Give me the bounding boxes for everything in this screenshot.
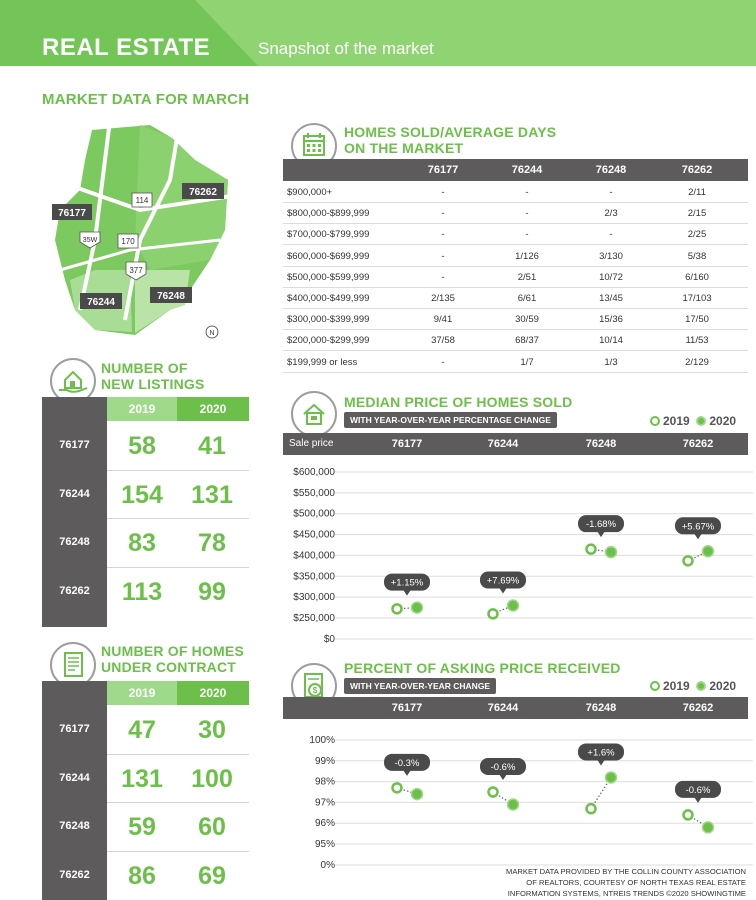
point-2020 [703,822,714,833]
homes-sold-row [283,309,748,330]
under_contract-zip-label: 76244 [59,771,90,784]
asking-price-chart [283,720,753,870]
homes-sold-row [283,352,748,373]
sold-cell: 2/25 [687,229,707,241]
sold-cell: - [609,187,613,198]
sold-cell: 17/50 [685,314,709,326]
sold-cell: 37/58 [431,335,455,347]
header-subtitle: Snapshot of the market [258,39,434,58]
sold-cell: 15/36 [599,314,623,326]
change-label: -0.6% [685,784,711,796]
under_contract-value-2020: 60 [198,813,226,841]
asking-col-76177: 76177 [391,702,423,714]
median-price-title: MEDIAN PRICE OF HOMES SOLD [344,394,573,410]
new-listings-title-line2: NEW LISTINGS [101,376,205,392]
under_contract-zip-label: 76177 [59,723,90,735]
y-tick-label: 100% [309,735,335,746]
point-2019 [393,783,402,792]
under_contract-year-2019: 2019 [107,681,177,705]
legend-2020-marker [696,416,706,426]
sold-cell: 2/51 [517,271,537,283]
homes-sold-row [283,203,748,224]
change-label: +1.15% [390,577,424,589]
new_listings-value-2019: 113 [121,577,163,606]
market-data-title: MARKET DATA FOR MARCH [42,91,250,108]
point-2020 [703,546,714,557]
new_listings-value-2020: 78 [198,529,226,557]
new_listings-row-divider [107,518,249,519]
point-2020 [606,547,617,558]
change-label: +1.6% [587,747,615,759]
under_contract-value-2020: 69 [198,861,226,890]
new-listings-title [101,360,205,392]
asking-col-76262: 76262 [682,702,714,714]
asking-price-subtitle: WITH YEAR-OVER-YEAR CHANGE [344,678,496,694]
footer-line3: INFORMATION SYSTEMS, NTREIS TRENDS ©2020 SHOWINGTIME [507,889,746,898]
sold-cell: 13/45 [599,293,623,304]
under_contract-row-divider [107,754,249,755]
sold-cell: 68/37 [515,335,539,347]
new_listings-value-2020: 131 [191,480,233,509]
new_listings-value-2020: 41 [198,432,226,460]
sale-price-label: Sale price [289,438,334,449]
homes-sold-row [283,288,748,309]
map-road-170: 170 [121,237,135,246]
legend-2019-marker [650,416,660,426]
sold-cell: 2/129 [685,356,709,368]
homes-sold-header [283,159,748,181]
new_listings-year-2019: 2019 [107,397,177,421]
y-tick-label: $600,000 [293,467,335,478]
sold-cell: - [441,271,445,283]
new_listings-value-2019: 83 [128,529,156,557]
sold-cell: 17/103 [682,293,712,304]
change-bubble-pointer [403,770,411,776]
sold-cell: 6/160 [685,271,709,283]
homes-sold-row [283,246,748,267]
sold-cell: 2/11 [688,187,706,198]
homes-sold-row [283,267,748,288]
sold-cell: 1/3 [604,356,618,368]
compass-icon: N [209,330,215,337]
under-contract-title-line2: UNDER CONTRACT [101,659,237,675]
sold-cell: 2/135 [431,293,455,304]
under_contract-value-2020: 30 [198,716,226,744]
change-bubble-pointer [597,759,605,765]
y-tick-label: $500,000 [293,508,335,520]
sold-col-76262: 76262 [681,164,713,176]
sold-cell: - [525,208,529,220]
legend2-2020-marker [696,681,706,691]
point-2020 [508,799,519,810]
point-2020 [508,600,519,611]
point-2020 [412,789,423,800]
y-tick-label: 99% [314,755,335,767]
y-tick-label: 97% [314,797,335,809]
legend-2019-label: 2019 [663,414,690,428]
under_contract-zip-label: 76248 [59,820,90,832]
y-tick-label: 98% [314,776,335,788]
under_contract-year-2020: 2020 [177,681,249,705]
y-tick-label: $450,000 [293,529,335,541]
new_listings-value-2020: 99 [198,577,226,606]
header-banner [0,0,756,66]
new_listings-zip-label: 76244 [59,487,90,500]
new_listings-zip-label: 76177 [59,439,90,451]
sold-cell: 6/61 [517,293,537,304]
median-col-76248: 76248 [585,438,617,450]
change-label: -0.3% [394,757,420,769]
footer-line1: MARKET DATA PROVIDED BY THE COLLIN COUNTY ASSOCIATION [506,867,746,876]
asking-price-title: PERCENT OF ASKING PRICE RECEIVED [344,660,621,676]
sold-col-76248: 76248 [595,164,627,176]
price-range-label: $200,000-$299,999 [287,335,370,347]
homes-sold-title [344,124,556,156]
new_listings-zip-label: 76262 [59,584,90,597]
y-tick-label: $250,000 [293,613,335,624]
y-tick-label: $550,000 [293,487,335,499]
new_listings-row-divider [107,470,249,471]
zip-code-map [40,120,240,350]
change-bubble-pointer [499,587,507,593]
y-tick-label: $300,000 [293,592,335,604]
point-2019 [587,545,596,554]
homes-sold-title-line2: ON THE MARKET [344,140,464,156]
y-tick-label: $0 [323,634,335,645]
price-range-label: $900,000+ [287,187,333,198]
sold-cell: - [609,229,613,241]
new-listings-title-line1: NUMBER OF [101,360,188,376]
y-tick-label: $400,000 [293,550,335,562]
under_contract-value-2019: 86 [128,861,156,890]
asking-col-76244: 76244 [487,702,519,714]
under_contract-row-divider [107,851,249,852]
sold-col-76177: 76177 [427,164,459,176]
legend2-2020-label: 2020 [709,679,737,693]
new_listings-zip-label: 76248 [59,536,90,548]
map-road-35w: 35W [82,237,98,244]
footer-line2: OF REALTORS, COURTESY OF NORTH TEXAS REAL ESTATE [526,878,746,887]
under-contract-title [101,643,244,675]
legend-2020-label: 2020 [709,414,737,428]
sold-cell: - [441,208,445,220]
sold-cell: - [441,187,445,198]
y-tick-label: 96% [314,818,335,830]
median-price-header [283,433,748,455]
median-price-legend [650,414,736,428]
change-bubble-pointer [499,774,507,780]
sold-cell: 1/7 [520,356,534,368]
sold-cell: 5/38 [687,250,707,262]
change-label: +7.69% [486,575,520,587]
sold-cell: 9/41 [433,314,453,326]
map-road-377: 377 [129,266,143,275]
map-label-76177: 76177 [58,208,86,219]
sold-cell: - [441,356,445,368]
under_contract-value-2020: 100 [191,764,233,793]
footer-credit [476,866,746,899]
sold-cell: - [525,229,529,241]
under_contract-row-divider [107,802,249,803]
under_contract-value-2019: 47 [128,716,156,744]
median-price-chart [283,455,753,650]
point-2020 [606,772,617,783]
new_listings-year-2020: 2020 [177,397,249,421]
sold-cell: 30/59 [515,314,539,326]
sold-cell: 2/15 [687,208,707,220]
median-col-76177: 76177 [391,438,423,450]
median-col-76262: 76262 [682,438,714,450]
point-2019 [587,804,596,813]
sold-cell: - [525,187,529,198]
price-range-label: $800,000-$899,999 [287,208,370,220]
point-2019 [489,788,498,797]
price-range-label: $199,999 or less [287,356,358,368]
y-tick-label: $350,000 [293,571,335,583]
change-bubble-pointer [403,590,411,596]
header-title: REAL ESTATE [42,34,211,61]
point-2020 [412,602,423,613]
homes-sold-row [283,224,748,245]
price-range-label: $400,000-$499,999 [287,293,370,304]
price-range-label: $500,000-$599,999 [287,271,370,283]
sold-cell: - [441,250,445,262]
homes-sold-row [283,182,748,203]
point-2019 [684,810,693,819]
y-tick-label: 95% [314,839,335,850]
under_contract-value-2019: 59 [128,813,156,841]
homes-sold-title-line1: HOMES SOLD/AVERAGE DAYS [344,124,557,140]
map-road-114: 114 [135,196,149,205]
median-col-76244: 76244 [487,438,519,450]
y-tick-label: 0% [320,860,335,870]
map-label-76262: 76262 [189,187,217,198]
house-icon [291,391,337,437]
map-label-76248: 76248 [157,291,185,302]
svg-text:$: $ [312,686,318,695]
new_listings-row-divider [107,567,249,568]
sold-cell: 10/72 [599,271,623,283]
legend2-2019-label: 2019 [663,679,690,693]
new_listings-value-2019: 154 [121,480,163,509]
legend2-2019-marker [650,681,660,691]
price-range-label: $700,000-$799,999 [287,229,370,241]
sold-cell: - [441,229,445,241]
sold-cell: 10/14 [599,335,623,347]
sold-cell: 11/53 [685,335,709,347]
change-label: -1.68% [585,519,617,531]
under_contract-zip-column [42,681,107,900]
under-contract-title-line1: NUMBER OF HOMES [101,643,244,659]
point-2019 [393,604,402,613]
price-range-label: $300,000-$399,999 [287,314,370,326]
sold-cell: 2/3 [604,208,618,220]
price-range-label: $600,000-$699,999 [287,250,370,262]
sold-cell: 3/130 [599,250,623,262]
under_contract-zip-label: 76262 [59,868,90,881]
change-label: -0.6% [490,762,516,773]
new_listings-value-2019: 58 [128,432,156,460]
median-price-subtitle: WITH YEAR-OVER-YEAR PERCENTAGE CHANGE [344,412,557,428]
asking-price-header [283,697,748,719]
change-label: +5.67% [681,521,715,533]
asking-col-76248: 76248 [585,702,617,714]
sold-cell: 1/126 [515,250,539,262]
homes-sold-row [283,330,748,351]
point-2019 [489,609,498,618]
under_contract-value-2019: 131 [121,764,163,793]
asking-price-legend [650,679,736,693]
sold-col-76244: 76244 [511,164,543,176]
change-bubble-pointer [694,533,702,539]
point-2019 [684,556,693,565]
map-label-76244: 76244 [87,297,115,308]
